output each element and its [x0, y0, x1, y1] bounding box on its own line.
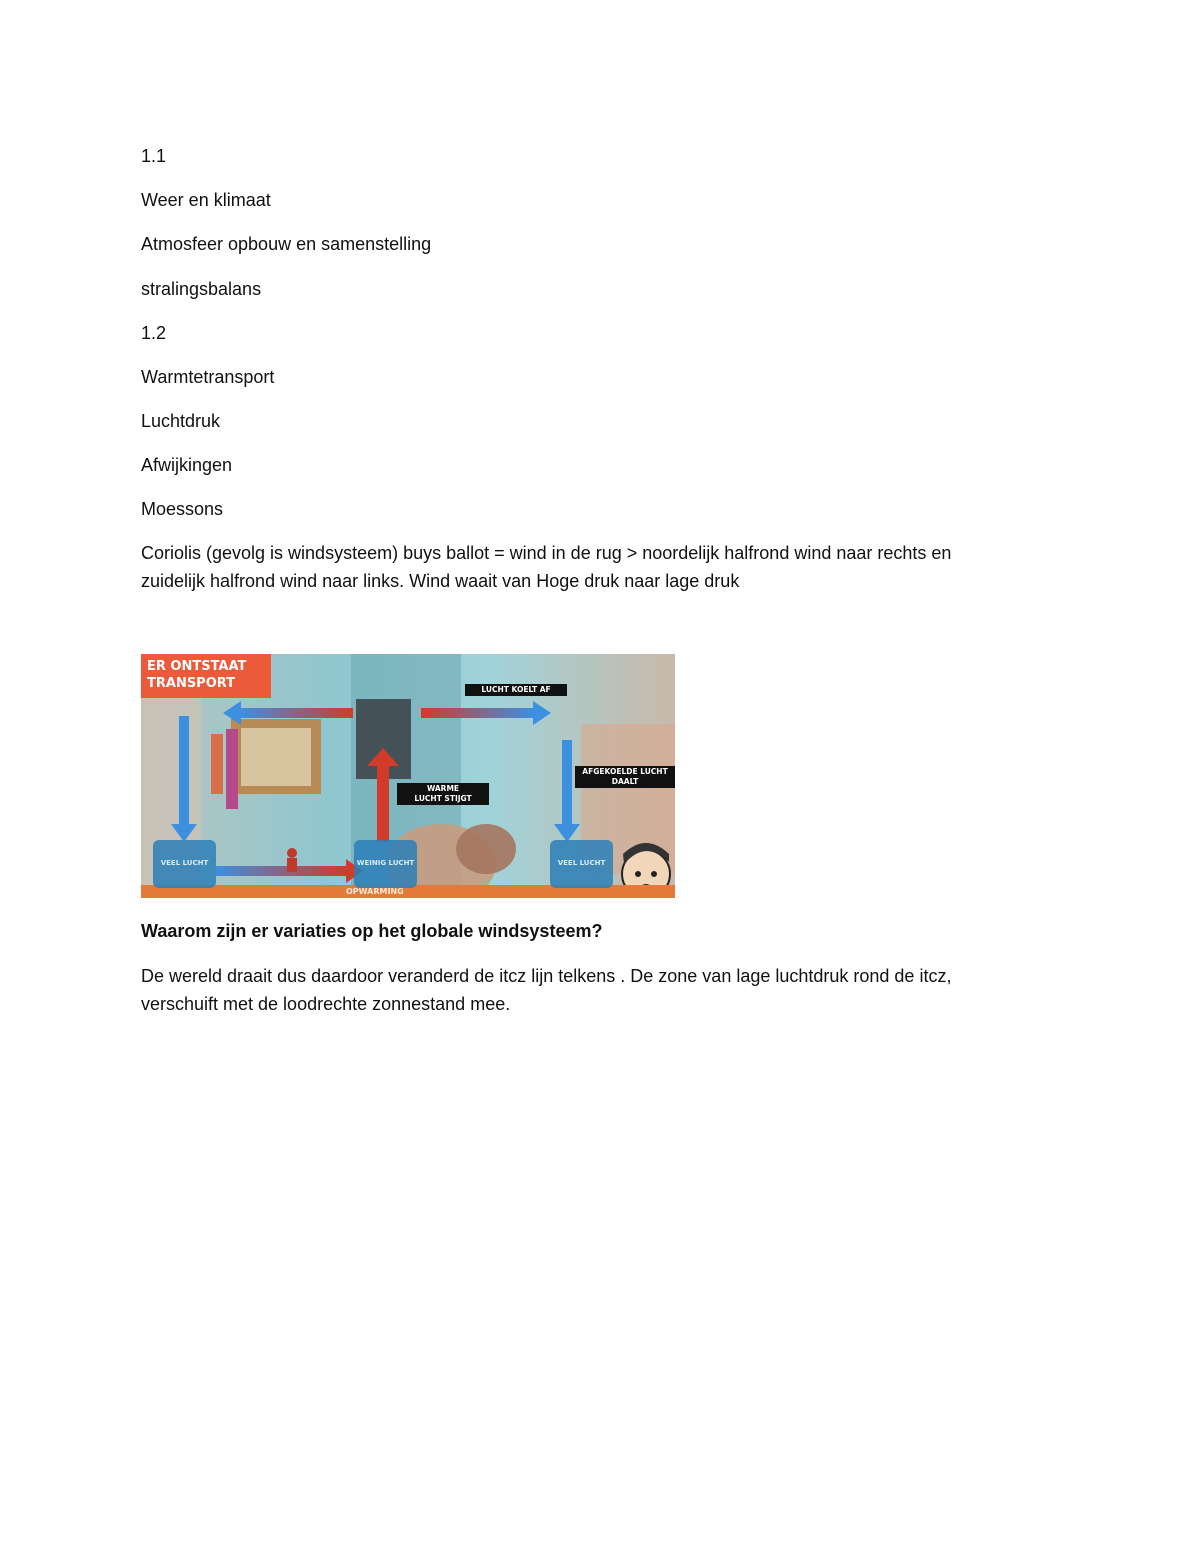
- heading-warmtetransport: Warmtetransport: [141, 367, 275, 387]
- answer-paragraph: [141, 962, 1041, 1018]
- answer-line-1: De wereld draait dus daardoor veranderd de itcz lijn telkens . De zone van lage luchtdruk rond de itcz,: [141, 966, 952, 986]
- heading-stralingsbalans: stralingsbalans: [141, 279, 262, 299]
- label-afgekoelde-line-2: DAALT: [611, 777, 639, 786]
- answer-line-2: verschuift met de loodrechte zonnestand mee.: [141, 994, 511, 1014]
- section-number-1-1: 1.1: [141, 146, 167, 166]
- label-lucht-koelt-af: LUCHT KOELT AF: [465, 684, 567, 696]
- heading-luchtdruk: Luchtdruk: [141, 411, 221, 431]
- label-afgekoelde-lucht: [575, 766, 675, 788]
- coriolis-line-1: Coriolis (gevolg is windsysteem) buys ballot = wind in de rug > noordelijk halfrond wind naar rechts en: [141, 543, 952, 563]
- box-label-right: VEEL LUCHT: [557, 859, 606, 867]
- bottom-bar-label: OPWARMING: [346, 887, 404, 896]
- label-warme-lucht: [397, 783, 489, 805]
- heading-afwijkingen: Afwijkingen: [141, 455, 233, 475]
- box-label-left: VEEL LUCHT: [160, 859, 209, 867]
- circulation-figure: [141, 654, 675, 898]
- heading-atmosfeer: Atmosfeer opbouw en samenstelling: [141, 234, 432, 254]
- coriolis-line-2: zuidelijk halfrond wind naar links. Wind waait van Hoge druk naar lage druk: [141, 571, 740, 591]
- section-number-1-2: 1.2: [141, 323, 167, 343]
- figure-title-line-1: ER ONTSTAAT: [147, 659, 247, 674]
- heading-moessons: Moessons: [141, 499, 224, 519]
- coriolis-paragraph: [141, 539, 1041, 595]
- figure-title-line-2: TRANSPORT: [147, 676, 236, 691]
- figure-title: [141, 654, 271, 698]
- box-label-middle: WEINIG LUCHT: [356, 859, 415, 867]
- label-warme-line-1: WARME: [426, 784, 460, 793]
- label-afgekoelde-line-1: AFGEKOELDE LUCHT: [582, 767, 668, 776]
- question-heading: Waarom zijn er variaties op het globale windsysteem?: [141, 921, 603, 941]
- label-warme-line-2: LUCHT STIJGT: [414, 794, 472, 803]
- heading-weer-en-klimaat: Weer en klimaat: [141, 190, 271, 210]
